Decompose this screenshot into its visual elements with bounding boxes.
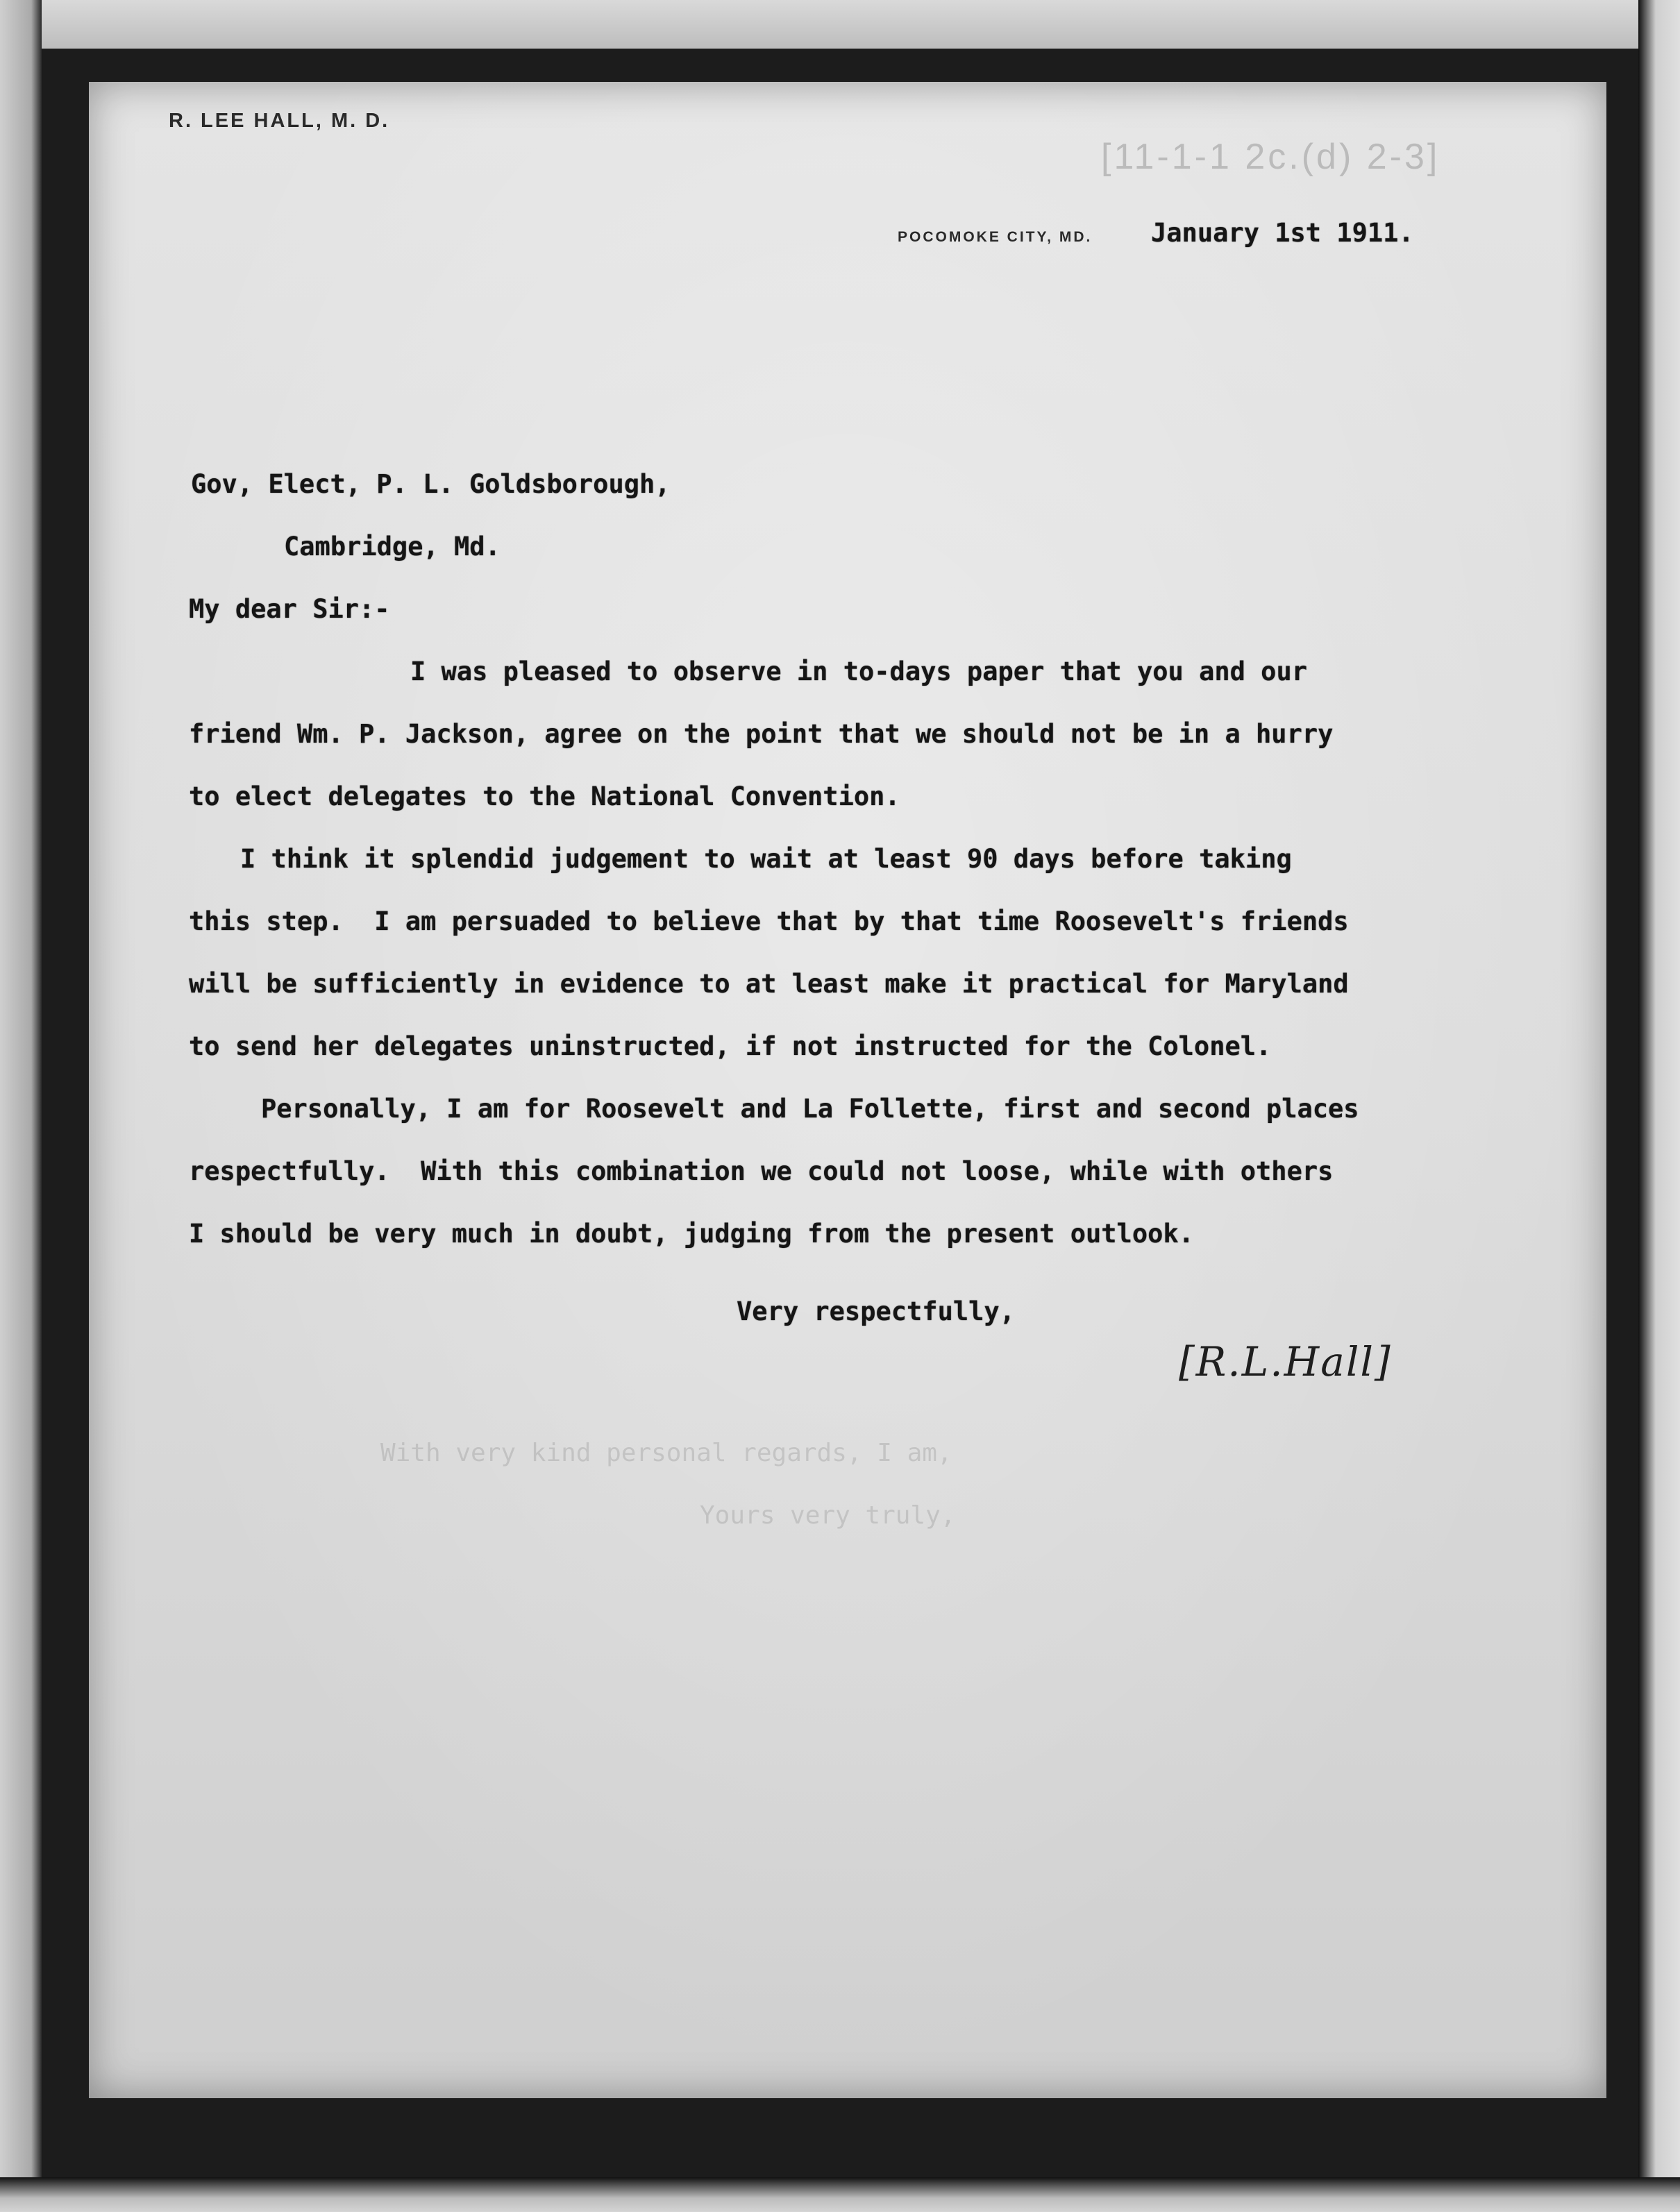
body-line: respectfully. With this combination we could not loose, while with others: [189, 1156, 1334, 1186]
body-line: friend Wm. P. Jackson, agree on the point that we should not be in a hurry: [189, 719, 1334, 749]
letterhead-name: R. LEE HALL, M. D.: [169, 110, 390, 132]
closing: Very respectfully,: [737, 1297, 1015, 1326]
body-line: Personally, I am for Roosevelt and La Follette, first and second places: [261, 1094, 1359, 1124]
ghost-line-1: With very kind personal regards, I am,: [380, 1439, 952, 1467]
body-line: this step. I am persuaded to believe that by that time Roosevelt's friends: [189, 906, 1349, 936]
salutation: My dear Sir:-: [189, 594, 390, 624]
body-line: I think it splendid judgement to wait at least 90 days before taking: [240, 844, 1292, 874]
letter-date: January 1st 1911.: [1151, 218, 1414, 248]
body-line: will be sufficiently in evidence to at least make it practical for Maryland: [189, 969, 1349, 999]
archive-mark: [11-1-1 2c.(d) 2-3]: [1101, 137, 1440, 177]
scan-backdrop-left: [0, 0, 42, 2212]
scan-backdrop-bottom: [0, 2177, 1680, 2212]
body-line: I was pleased to observe in to-days paper that you and our: [410, 657, 1308, 686]
ghost-line-2: Yours very truly,: [700, 1501, 956, 1530]
body-line: to elect delegates to the National Convention.: [189, 782, 900, 811]
recipient-line: Gov, Elect, P. L. Goldsborough,: [191, 469, 671, 499]
letterhead-place: POCOMOKE CITY, MD.: [898, 229, 1093, 245]
scan-backdrop-right: [1638, 0, 1680, 2212]
scan-backdrop-top: [0, 0, 1680, 49]
body-line: to send her delegates uninstructed, if not instructed for the Colonel.: [189, 1031, 1272, 1061]
recipient-city: Cambridge, Md.: [284, 532, 501, 562]
body-line: I should be very much in doubt, judging from the present outlook.: [189, 1219, 1194, 1249]
signature: [R.L.Hall]: [1179, 1338, 1392, 1385]
letter-sheet: [89, 82, 1606, 2098]
